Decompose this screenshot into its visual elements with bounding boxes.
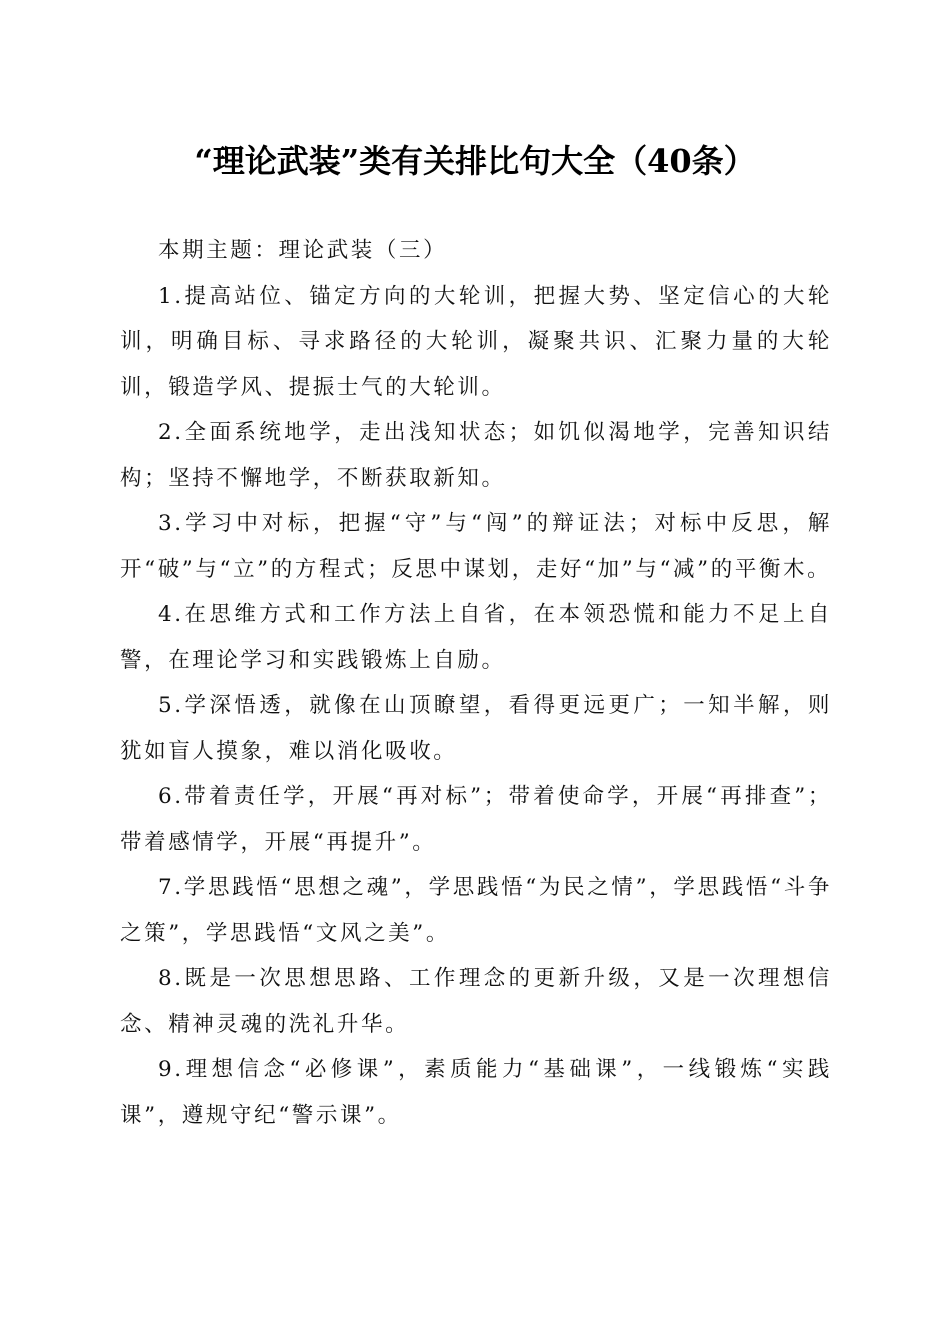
paragraph-item-5: 5.学深悟透，就像在山顶瞭望，看得更远更广；一知半解，则犹如盲人摸象，难以消化吸收。 [120, 693, 832, 764]
paragraph-item-8: 8.既是一次思想思路、工作理念的更新升级，又是一次理想信念、精神灵魂的洗礼升华。 [120, 966, 832, 1037]
paragraph-item-2: 2.全面系统地学，走出浅知状态；如饥似渴地学，完善知识结构；坚持不懈地学，不断获取新知。 [120, 420, 832, 491]
paragraph-item-6: 6.带着责任学，开展“再对标”；带着使命学，开展“再排查”；带着感情学，开展“再提升”。 [120, 784, 832, 855]
paragraph-item-4: 4.在思维方式和工作方法上自省，在本领恐慌和能力不足上自警，在理论学习和实践锻炼上自励。 [120, 602, 832, 673]
paragraph-item-1: 1.提高站位、锚定方向的大轮训，把握大势、坚定信心的大轮训，明确目标、寻求路径的大轮训，凝聚共识、汇聚力量的大轮训，锻造学风、提振士气的大轮训。 [120, 283, 832, 400]
document-body [120, 228, 832, 1138]
paragraph-item-7: 7.学思践悟“思想之魂”，学思践悟“为民之情”，学思践悟“斗争之策”，学思践悟“文风之美”。 [120, 875, 832, 946]
paragraph-item-3: 3.学习中对标，把握“守”与“闯”的辩证法；对标中反思，解开“破”与“立”的方程式；反思中谋划，走好“加”与“减”的平衡木。 [120, 511, 832, 582]
page-title: “理论武装”类有关排比句大全（40条） [194, 142, 756, 180]
theme-line: 本期主题：理论武装（三） [158, 238, 448, 263]
paragraph-item-9: 9.理想信念“必修课”，素质能力“基础课”，一线锻炼“实践课”，遵规守纪“警示课”。 [120, 1057, 832, 1128]
